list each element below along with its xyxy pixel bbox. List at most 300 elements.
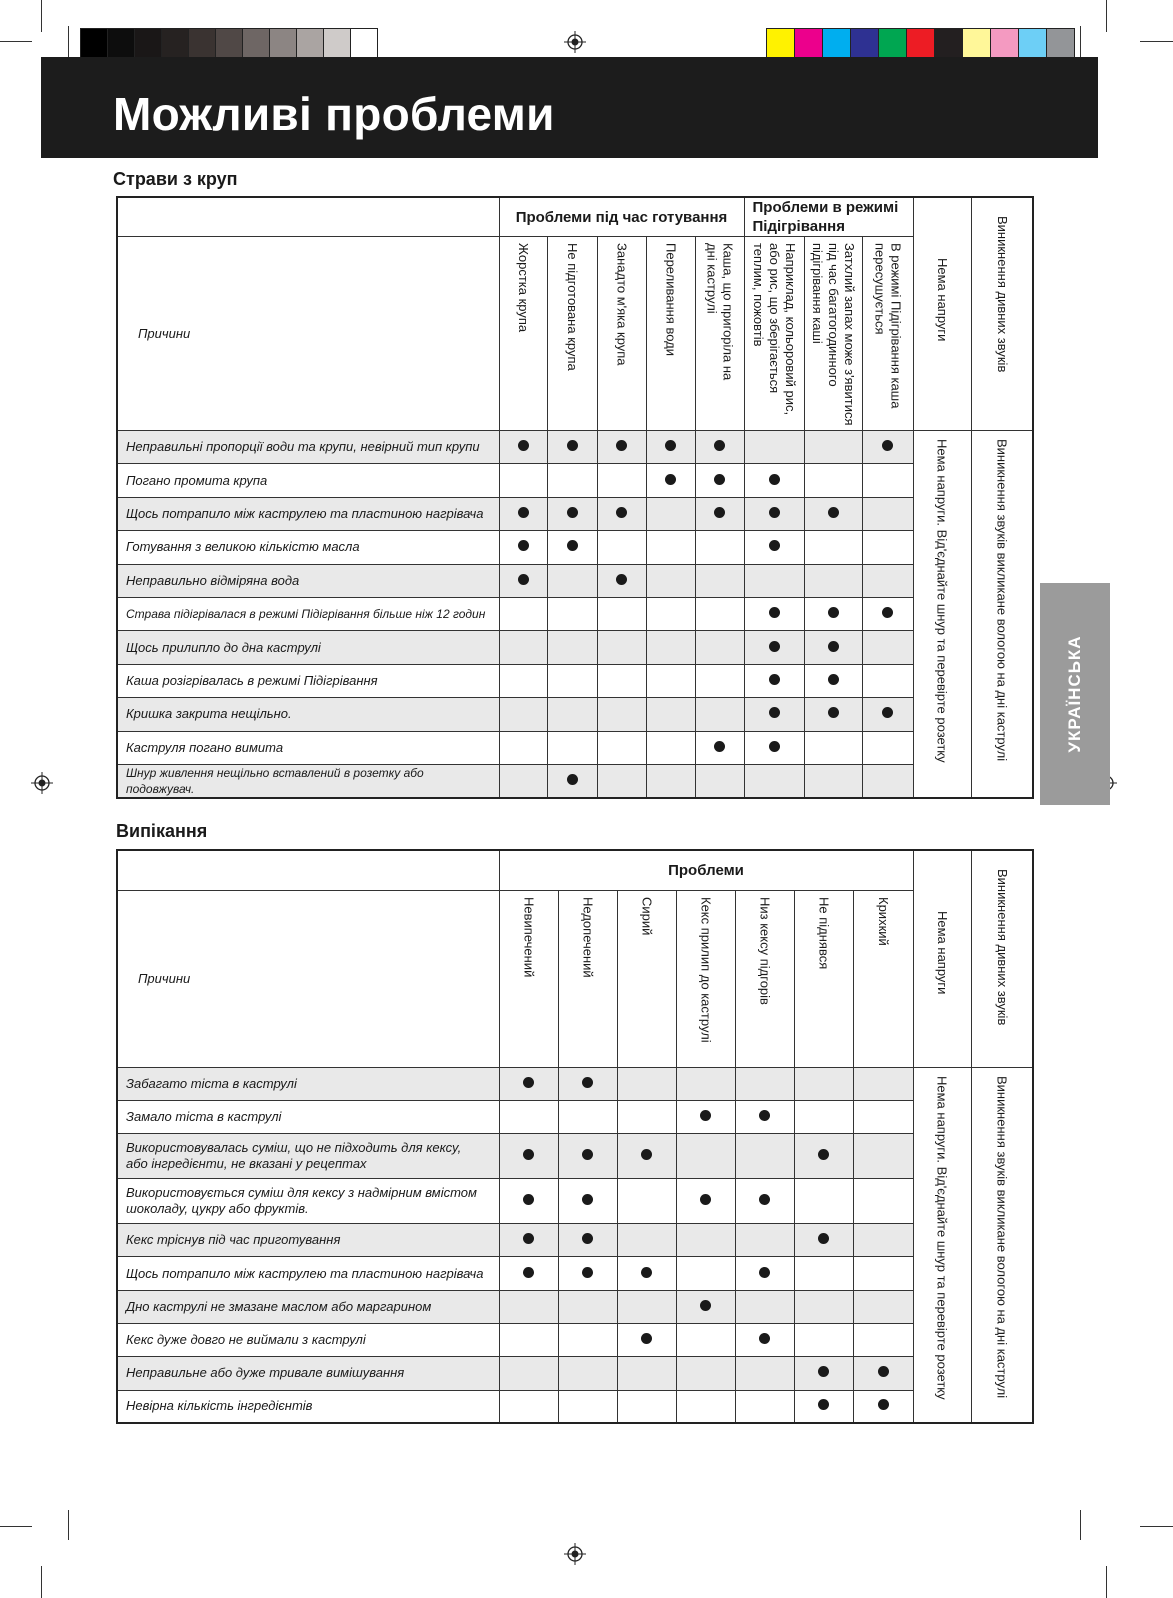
mark-cell — [695, 464, 744, 497]
cause-cell — [117, 564, 499, 597]
problem-column-label: Кекс прилип до каструлі — [698, 896, 714, 1043]
mark-cell — [597, 698, 646, 731]
mark-dot-icon — [523, 1233, 534, 1244]
cause-text: Неправильне або дуже тривале вимішування — [126, 1365, 405, 1381]
noise-solution-text: Виникнення звуків викликане вологою на дні каструлі — [994, 1075, 1010, 1398]
cause-cell — [117, 764, 499, 798]
language-tab — [1040, 583, 1110, 805]
mark-cell — [547, 564, 597, 597]
causes-header: Причини — [117, 890, 499, 1067]
mark-cell — [547, 531, 597, 564]
cause-cell — [117, 1179, 499, 1224]
mark-dot-icon — [818, 1149, 829, 1160]
table-row — [117, 1134, 1033, 1179]
mark-cell — [646, 531, 695, 564]
problem-column-header — [804, 237, 862, 431]
mark-cell — [558, 1323, 617, 1356]
mark-cell — [558, 1390, 617, 1423]
problem-column-header — [558, 890, 617, 1067]
no-power-header — [913, 850, 971, 1067]
mark-cell — [499, 731, 547, 764]
mark-cell — [735, 1100, 794, 1133]
crop-mark — [41, 1566, 42, 1598]
color-swatch — [822, 28, 851, 58]
mark-dot-icon — [665, 440, 676, 451]
cause-text: Використовувалась суміш, що не підходить для кексу, або інгредієнти, не вказані у рецептах — [126, 1140, 462, 1172]
mark-cell — [499, 698, 547, 731]
mark-cell — [558, 1134, 617, 1179]
mark-dot-icon — [882, 607, 893, 618]
color-swatch — [766, 28, 795, 58]
no-power-solution — [913, 431, 971, 798]
mark-dot-icon — [523, 1149, 534, 1160]
problem-column-header — [499, 890, 558, 1067]
mark-cell — [695, 564, 744, 597]
problem-column-header — [547, 237, 597, 431]
mark-cell — [646, 431, 695, 464]
baking-troubleshooting-table — [116, 849, 1034, 1424]
table-row — [117, 1357, 1033, 1390]
problem-column-header — [499, 237, 547, 431]
mark-cell — [794, 1067, 853, 1100]
cause-text: Замало тіста в каструлі — [126, 1108, 282, 1124]
mark-cell — [744, 764, 804, 798]
mark-cell — [646, 464, 695, 497]
mark-dot-icon — [523, 1194, 534, 1205]
mark-cell — [853, 1134, 913, 1179]
mark-cell — [547, 698, 597, 731]
mark-cell — [744, 564, 804, 597]
problem-column-label: Крихкий — [876, 896, 891, 946]
mark-dot-icon — [582, 1194, 593, 1205]
cause-text: Кришка закрита нещільно. — [126, 706, 292, 722]
mark-cell — [853, 1100, 913, 1133]
group-header-warming: Проблеми в режимі Підігрівання — [744, 197, 913, 237]
mark-cell — [804, 464, 862, 497]
mark-cell — [853, 1290, 913, 1323]
cause-cell — [117, 1067, 499, 1100]
mark-cell — [499, 764, 547, 798]
crop-mark — [1106, 0, 1107, 32]
table-row — [117, 631, 1033, 664]
mark-cell — [735, 1323, 794, 1356]
problem-column-header — [617, 890, 676, 1067]
mark-cell — [794, 1179, 853, 1224]
mark-dot-icon — [582, 1267, 593, 1278]
noise-header-label: Виникнення дивних звуків — [994, 869, 1010, 1026]
table-row — [117, 531, 1033, 564]
table-row — [117, 1100, 1033, 1133]
problem-column-label: Не підготована крупа — [565, 243, 580, 371]
cause-cell — [117, 597, 499, 630]
mark-cell — [804, 497, 862, 530]
mark-cell — [853, 1357, 913, 1390]
mark-cell — [744, 497, 804, 530]
mark-cell — [617, 1067, 676, 1100]
mark-cell — [597, 464, 646, 497]
cause-cell — [117, 1134, 499, 1179]
problem-column-label: Занадто м'яка крупа — [614, 243, 630, 366]
cause-cell — [117, 631, 499, 664]
mark-cell — [735, 1257, 794, 1290]
mark-cell — [499, 564, 547, 597]
mark-cell — [547, 431, 597, 464]
mark-cell — [695, 431, 744, 464]
section-title-cereals: Страви з круп — [113, 169, 238, 189]
language-tab-label: УКРАЇНСЬКА — [1065, 635, 1084, 753]
cause-text: Щось прилипло до дна каструлі — [126, 639, 321, 655]
mark-cell — [853, 1179, 913, 1224]
table-row — [117, 664, 1033, 697]
noise-solution-text: Виникнення звуків викликане вологою на дні каструлі — [994, 439, 1010, 762]
cause-text: Невірна кількість інгредієнтів — [126, 1398, 313, 1414]
mark-cell — [744, 531, 804, 564]
table-row — [117, 597, 1033, 630]
mark-dot-icon — [582, 1077, 593, 1088]
table-row — [117, 1323, 1033, 1356]
problem-column-header — [862, 237, 913, 431]
crop-mark — [68, 26, 69, 58]
mark-dot-icon — [567, 440, 578, 451]
mark-dot-icon — [818, 1366, 829, 1377]
mark-cell — [646, 731, 695, 764]
mark-dot-icon — [759, 1267, 770, 1278]
mark-dot-icon — [769, 674, 780, 685]
problem-column-header — [794, 890, 853, 1067]
problem-column-label: Переливання води — [663, 243, 679, 357]
mark-cell — [794, 1357, 853, 1390]
mark-cell — [617, 1224, 676, 1257]
mark-cell — [499, 1323, 558, 1356]
problem-column-label: Недопечений — [580, 896, 596, 978]
crop-mark — [68, 1510, 69, 1540]
cause-cell — [117, 1257, 499, 1290]
gray-swatch — [188, 28, 216, 58]
problem-column-label: Наприклад, кольоровий рис, або рис, що зберігається теплим, пожовтів — [751, 243, 798, 416]
cause-text: Використовується суміш для кексу з надмірним вмістом шоколаду, цукру або фруктів. — [126, 1185, 477, 1217]
problem-column-header — [676, 890, 735, 1067]
mark-dot-icon — [769, 540, 780, 551]
mark-dot-icon — [828, 707, 839, 718]
mark-dot-icon — [769, 607, 780, 618]
crop-mark — [1080, 1510, 1081, 1540]
cause-cell — [117, 731, 499, 764]
cause-text: Кекс тріснув під час приготування — [126, 1232, 341, 1248]
mark-cell — [676, 1290, 735, 1323]
color-swatch — [1018, 28, 1047, 58]
mark-cell — [646, 698, 695, 731]
noise-solution — [971, 431, 1033, 798]
mark-dot-icon — [518, 574, 529, 585]
mark-dot-icon — [665, 474, 676, 485]
mark-dot-icon — [769, 707, 780, 718]
causes-header: Причини — [117, 237, 499, 431]
mark-dot-icon — [769, 507, 780, 518]
mark-cell — [499, 1290, 558, 1323]
mark-cell — [676, 1134, 735, 1179]
mark-cell — [853, 1390, 913, 1423]
mark-cell — [744, 431, 804, 464]
mark-cell — [499, 431, 547, 464]
problem-column-label: Невипечений — [521, 896, 537, 977]
mark-cell — [499, 1357, 558, 1390]
mark-cell — [499, 664, 547, 697]
mark-cell — [617, 1290, 676, 1323]
mark-cell — [862, 464, 913, 497]
registration-mark-icon — [31, 772, 53, 794]
mark-cell — [499, 1390, 558, 1423]
mark-cell — [695, 531, 744, 564]
mark-cell — [862, 664, 913, 697]
mark-cell — [597, 497, 646, 530]
header-row — [117, 197, 1033, 237]
page-header — [41, 57, 1098, 158]
mark-dot-icon — [567, 507, 578, 518]
cause-text: Страва підігрівалася в режимі Підігрівання більше ніж 12 годин — [126, 607, 486, 622]
color-swatch — [878, 28, 907, 58]
cause-text: Погано промита крупа — [126, 472, 268, 488]
cause-text: Щось потрапило між каструлею та пластиною нагрівача — [126, 1265, 484, 1281]
no-power-header-label: Нема напруги — [935, 258, 950, 342]
mark-cell — [558, 1067, 617, 1100]
gray-swatch — [323, 28, 351, 58]
no-power-solution — [913, 1067, 971, 1423]
mark-cell — [794, 1290, 853, 1323]
mark-cell — [617, 1100, 676, 1133]
mark-cell — [597, 531, 646, 564]
mark-cell — [597, 564, 646, 597]
mark-cell — [499, 1224, 558, 1257]
mark-cell — [646, 497, 695, 530]
mark-dot-icon — [769, 641, 780, 652]
mark-dot-icon — [616, 574, 627, 585]
problem-column-label: Каша, що пригоріла на дні каструлі — [704, 243, 736, 381]
mark-cell — [804, 731, 862, 764]
table-row — [117, 1257, 1033, 1290]
problem-column-header — [597, 237, 646, 431]
mark-cell — [862, 698, 913, 731]
group-header-problems: Проблеми — [499, 850, 913, 890]
mark-cell — [547, 764, 597, 798]
mark-cell — [744, 597, 804, 630]
mark-dot-icon — [769, 741, 780, 752]
mark-dot-icon — [882, 707, 893, 718]
table-row — [117, 464, 1033, 497]
noise-header — [971, 197, 1033, 431]
cause-text: Каструля погано вимита — [126, 739, 284, 755]
mark-cell — [804, 698, 862, 731]
mark-cell — [853, 1224, 913, 1257]
cause-cell — [117, 497, 499, 530]
crop-mark — [41, 0, 42, 32]
crop-mark — [0, 1526, 32, 1527]
problem-column-label: Сирий — [639, 896, 655, 935]
section-title-baking: Випікання — [116, 821, 208, 841]
gray-swatch — [80, 28, 108, 58]
mark-dot-icon — [700, 1194, 711, 1205]
cause-cell — [117, 664, 499, 697]
mark-cell — [547, 464, 597, 497]
mark-cell — [804, 764, 862, 798]
mark-cell — [744, 464, 804, 497]
mark-cell — [744, 664, 804, 697]
problem-column-label: Жорстка крупа — [516, 243, 531, 333]
mark-cell — [547, 631, 597, 664]
mark-dot-icon — [878, 1366, 889, 1377]
mark-cell — [499, 497, 547, 530]
mark-cell — [547, 497, 597, 530]
crop-mark — [1140, 41, 1173, 42]
mark-dot-icon — [641, 1149, 652, 1160]
mark-cell — [499, 1179, 558, 1224]
mark-cell — [558, 1290, 617, 1323]
mark-cell — [646, 597, 695, 630]
noise-header-label: Виникнення дивних звуків — [994, 216, 1010, 373]
mark-cell — [646, 631, 695, 664]
table-row — [117, 698, 1033, 731]
registration-mark-icon — [564, 1543, 586, 1565]
mark-cell — [617, 1134, 676, 1179]
cause-text: Неправильно відміряна вода — [126, 572, 300, 588]
mark-cell — [853, 1067, 913, 1100]
mark-cell — [499, 597, 547, 630]
mark-dot-icon — [641, 1333, 652, 1344]
cause-cell — [117, 431, 499, 464]
mark-cell — [558, 1179, 617, 1224]
noise-solution — [971, 1067, 1033, 1423]
color-swatch — [794, 28, 823, 58]
registration-mark-icon — [564, 31, 586, 53]
mark-dot-icon — [582, 1233, 593, 1244]
mark-cell — [597, 764, 646, 798]
mark-cell — [735, 1179, 794, 1224]
mark-cell — [744, 631, 804, 664]
table-row — [117, 1290, 1033, 1323]
header-empty-cell — [117, 197, 499, 237]
mark-dot-icon — [714, 440, 725, 451]
gray-swatch — [242, 28, 270, 58]
no-power-header-label: Нема напруги — [935, 911, 951, 995]
mark-dot-icon — [828, 607, 839, 618]
mark-cell — [804, 531, 862, 564]
mark-cell — [804, 631, 862, 664]
mark-cell — [676, 1179, 735, 1224]
gray-swatch — [107, 28, 135, 58]
mark-cell — [862, 431, 913, 464]
table-row — [117, 431, 1033, 464]
mark-cell — [695, 664, 744, 697]
mark-cell — [597, 731, 646, 764]
crop-mark — [0, 41, 32, 42]
mark-dot-icon — [518, 540, 529, 551]
mark-cell — [695, 731, 744, 764]
color-swatch — [962, 28, 991, 58]
mark-cell — [862, 564, 913, 597]
mark-dot-icon — [759, 1333, 770, 1344]
no-power-solution-text: Нема напруги. Від'єднайте шнур та перевірте розетку — [934, 439, 950, 763]
header-row — [117, 850, 1033, 890]
mark-dot-icon — [759, 1194, 770, 1205]
gray-swatch — [134, 28, 162, 58]
mark-cell — [794, 1257, 853, 1290]
problem-column-header — [853, 890, 913, 1067]
mark-dot-icon — [759, 1110, 770, 1121]
mark-cell — [646, 664, 695, 697]
color-swatch — [850, 28, 879, 58]
mark-cell — [735, 1357, 794, 1390]
mark-cell — [744, 698, 804, 731]
mark-cell — [695, 764, 744, 798]
table-row — [117, 764, 1033, 798]
mark-cell — [735, 1390, 794, 1423]
mark-cell — [597, 664, 646, 697]
mark-dot-icon — [700, 1300, 711, 1311]
mark-dot-icon — [769, 474, 780, 485]
mark-cell — [547, 597, 597, 630]
noise-header — [971, 850, 1033, 1067]
cereals-troubleshooting-table — [116, 196, 1034, 799]
mark-dot-icon — [818, 1399, 829, 1410]
cause-cell — [117, 1100, 499, 1133]
cause-text: Щось потрапило між каструлею та пластиною нагрівача — [126, 505, 484, 521]
cause-cell — [117, 1290, 499, 1323]
mark-dot-icon — [616, 507, 627, 518]
mark-cell — [597, 431, 646, 464]
mark-dot-icon — [523, 1267, 534, 1278]
mark-cell — [804, 564, 862, 597]
problem-column-header — [646, 237, 695, 431]
mark-cell — [804, 431, 862, 464]
mark-dot-icon — [523, 1077, 534, 1088]
table-row — [117, 1224, 1033, 1257]
cause-text: Кекс дуже довго не виймали з каструлі — [126, 1332, 366, 1348]
mark-dot-icon — [882, 440, 893, 451]
cause-text: Шнур живлення нещільно вставлений в розетку або подовжувач. — [126, 765, 424, 796]
problem-column-header — [695, 237, 744, 431]
mark-cell — [499, 1257, 558, 1290]
table-row — [117, 497, 1033, 530]
gray-swatch — [296, 28, 324, 58]
mark-cell — [695, 631, 744, 664]
mark-cell — [862, 731, 913, 764]
mark-cell — [617, 1323, 676, 1356]
mark-dot-icon — [714, 507, 725, 518]
mark-cell — [617, 1179, 676, 1224]
cause-text: Готування з великою кількістю масла — [126, 539, 360, 555]
crop-mark — [1080, 26, 1081, 58]
group-header-cooking: Проблеми під час готування — [499, 197, 744, 237]
cause-cell — [117, 531, 499, 564]
cause-cell — [117, 1224, 499, 1257]
mark-cell — [547, 731, 597, 764]
mark-cell — [597, 631, 646, 664]
color-swatch — [990, 28, 1019, 58]
mark-dot-icon — [641, 1267, 652, 1278]
cause-cell — [117, 1323, 499, 1356]
gray-swatch — [269, 28, 297, 58]
cause-cell — [117, 698, 499, 731]
mark-cell — [794, 1224, 853, 1257]
mark-cell — [862, 531, 913, 564]
mark-cell — [735, 1134, 794, 1179]
mark-dot-icon — [518, 440, 529, 451]
mark-dot-icon — [714, 474, 725, 485]
mark-cell — [676, 1323, 735, 1356]
cause-text: Каша розігрівалась в режимі Підігрівання — [126, 672, 378, 688]
cause-text: Забагато тіста в каструлі — [126, 1075, 297, 1091]
mark-cell — [744, 731, 804, 764]
problem-column-label: Не піднявся — [816, 896, 832, 969]
